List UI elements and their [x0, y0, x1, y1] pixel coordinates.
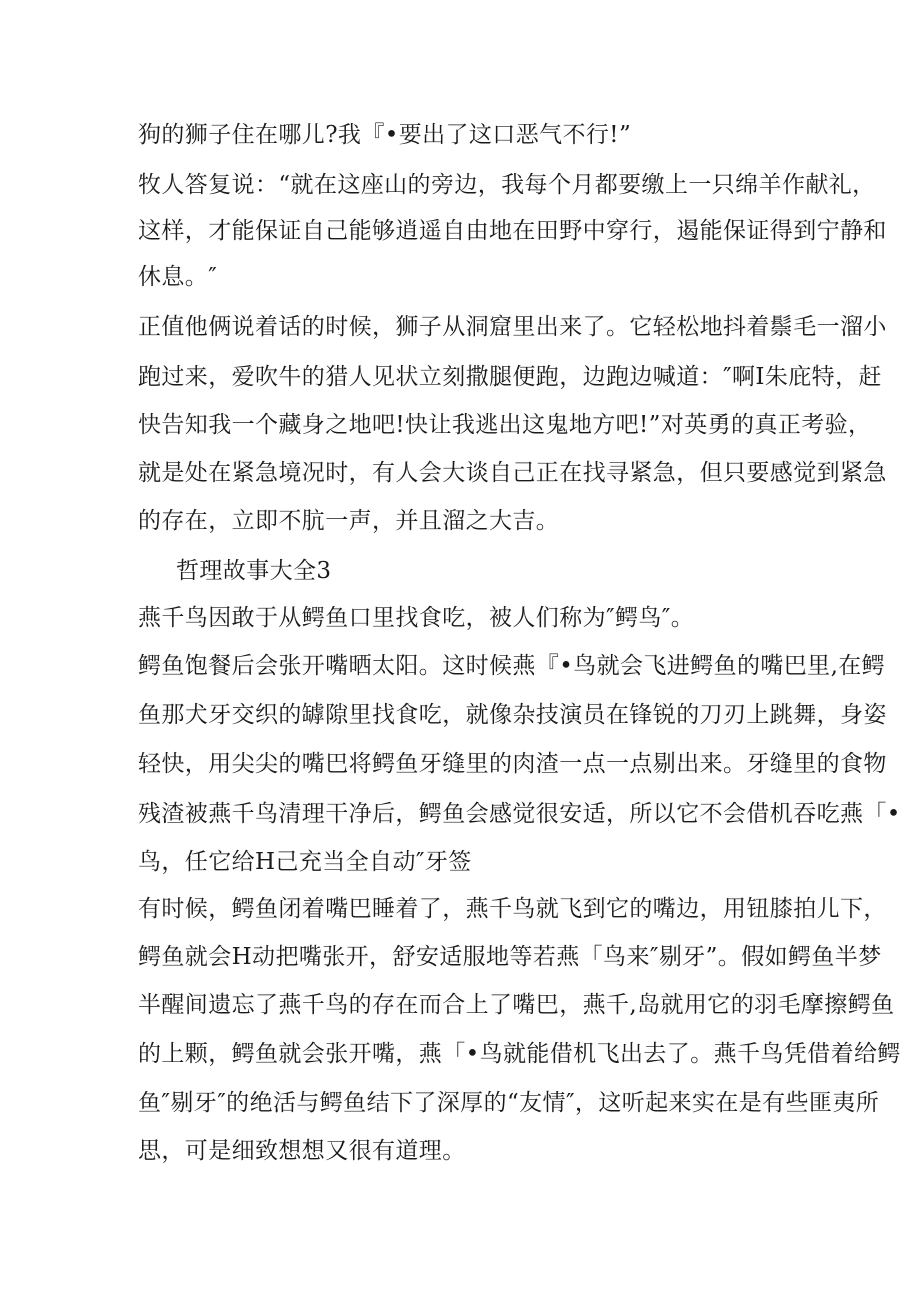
text-line: 休息。″: [138, 264, 218, 290]
section-heading: 哲理故事大全3: [176, 558, 332, 584]
text-line: 这样，才能保证自己能够逍遥自由地在田野中穿行，遏能保证得到宁静和: [138, 218, 887, 244]
text-line: 快告知我一个藏身之地吧!快让我逃出这鬼地方吧!”对英勇的真正考验，: [138, 412, 872, 438]
text-line: 的上颗，鳄鱼就会张开嘴，燕「•鸟就能借机飞出去了。燕千鸟凭借着给鳄: [138, 1041, 901, 1067]
text-line: 半醒间遗忘了燕千鸟的存在而合上了嘴巴，燕千,岛就用它的羽毛摩擦鳄鱼: [138, 992, 895, 1018]
text-line: 跑过来，爱吹牛的猎人见状立刻撒腿便跑，边跑边喊道：″啊I朱庇特，赶: [138, 364, 882, 390]
text-line: 鱼″剔牙″的绝活与鳄鱼结下了深厚的“友情″，这听起来实在是有些匪夷所: [138, 1090, 880, 1116]
text-line: 思，可是细致想想又很有道理。: [138, 1138, 466, 1164]
text-line: 鸟，任它给H己充当全自动″牙签: [138, 849, 472, 875]
text-line: 狗的狮子住在哪儿?我『•要出了这口恶气不行!”: [138, 122, 632, 148]
text-line: 的存在，立即不肮一声，并且溜之大吉。: [138, 508, 560, 534]
text-line: 鳄鱼饱餐后会张开嘴晒太阳。这时候燕『•鸟就会飞进鳄鱼的嘴巴里,在鳄: [138, 653, 886, 679]
text-line: 轻快，用尖尖的嘴巴将鳄鱼牙缝里的肉渣一点一点剔出来。牙缝里的食物: [138, 751, 887, 777]
text-line: 燕千鸟因敢于从鳄鱼口里找食吃，被人们称为″鳄鸟″。: [138, 605, 695, 631]
text-line: 牧人答复说：“就在这座山的旁边，我每个月都要缴上一只绵羊作献礼，: [138, 172, 876, 198]
text-line: 就是处在紧急境况时，有人会大谈自己正在找寻紧急，但只要感觉到紧急: [138, 460, 887, 486]
text-line: 正值他俩说着话的时候，狮子从洞窟里出来了。它轻松地抖着鬃毛一溜小: [138, 314, 887, 340]
text-line: 有时候，鳄鱼闭着嘴巴睡着了，燕千鸟就飞到它的嘴边，用钮膝拍儿下，: [138, 896, 887, 922]
text-line: 鱼那犬牙交织的罅隙里找食吃，就像杂技演员在锋锐的刀刃上跳舞，身姿: [138, 702, 887, 728]
text-line: 鳄鱼就会H动把嘴张开，舒安适服地等若燕「鸟来″剔牙”。假如鳄鱼半梦: [138, 944, 882, 970]
text-line: 残渣被燕千鸟清理干净后，鳄鱼会感觉很安适，所以它不会借机吞吃燕「•: [138, 801, 901, 827]
